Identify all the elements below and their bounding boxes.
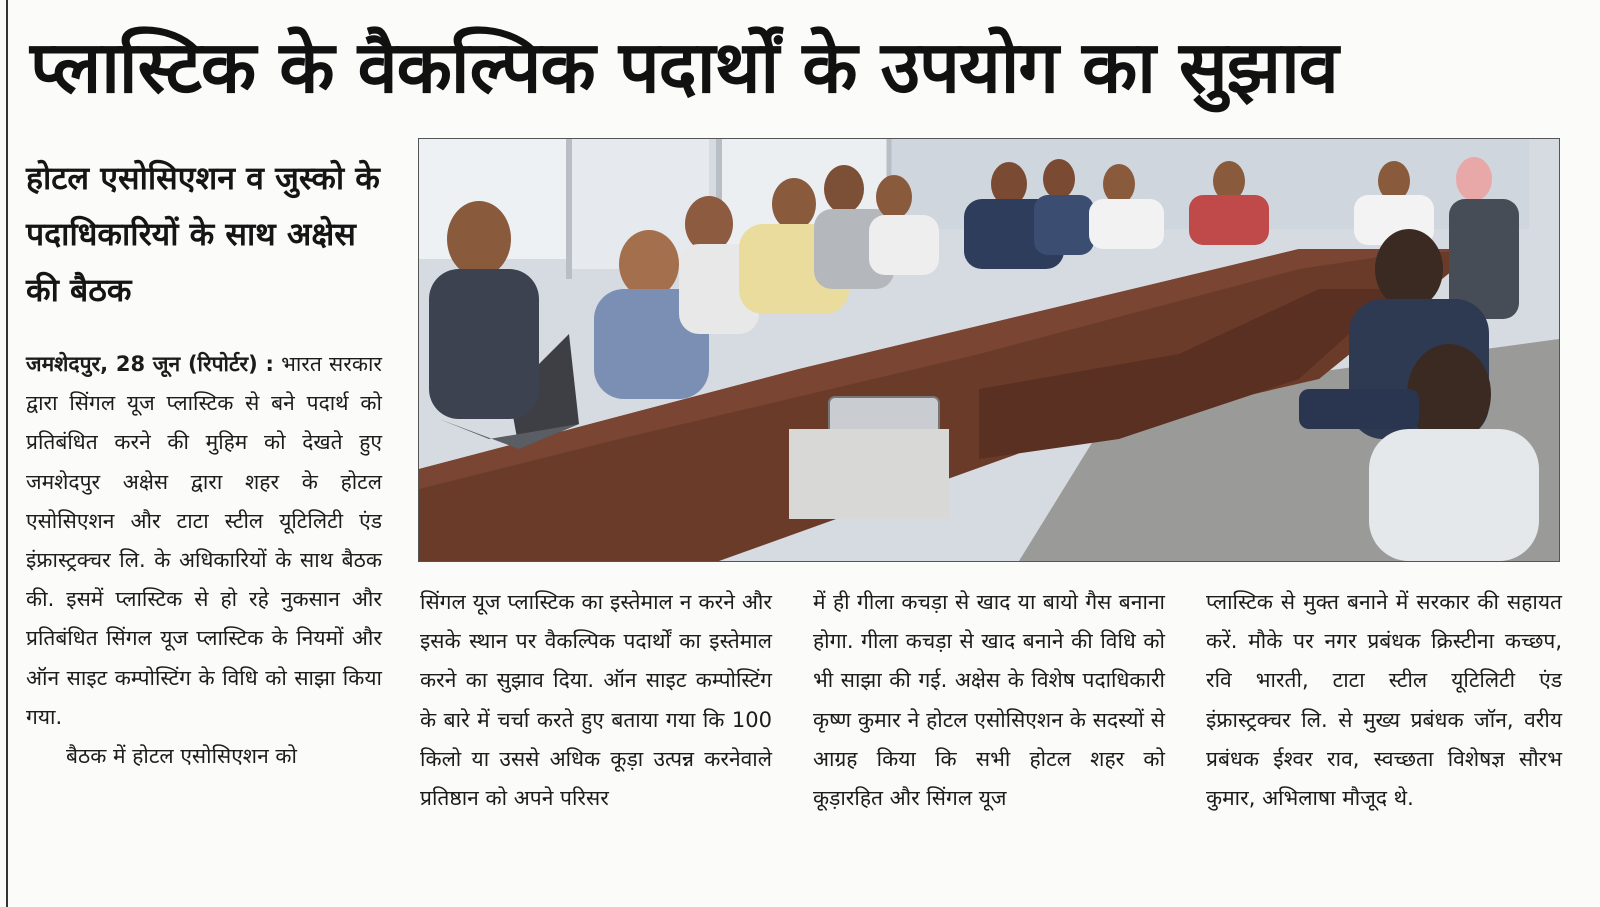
paragraph: में ही गीला कचड़ा से खाद या बायो गैस बनाना होगा. गीला कचड़ा से खाद बनाने की विधि को भी साझा की गई. अक्षेस के विशेष पदाधिकारी कृष्ण कुमार ने होटल एसोसिएशन के सदस्यों से आग्रह किया कि सभी होटल शहर को कूड़ारहित और सिंगल यूज	[813, 590, 1165, 811]
meeting-photo	[418, 138, 1560, 562]
column-rule	[6, 0, 8, 907]
paragraph: प्लास्टिक से मुक्त बनाने में सरकार की सहायत करें. मौके पर नगर प्रबंधक क्रिस्टीना कच्छप, रवि भारती, टाटा स्टील यूटिलिटी एंड इंफ्रास्ट्रक्चर लि. से मुख्य प्रबंधक जॉन, वरीय प्रबंधक ईश्वर राव, स्वच्छता विशेषज्ञ सौरभ कुमार, अभिलाषा मौजूद थे.	[1206, 590, 1562, 811]
headline: प्लास्टिक के वैकल्पिक पदार्थों के उपयोग का सुझाव	[30, 25, 1338, 109]
paragraph	[26, 345, 382, 737]
article-column-2	[420, 583, 772, 818]
dateline: जमशेदपुर, 28 जून (रिपोर्टर) :	[26, 352, 274, 376]
article-column-3	[813, 583, 1165, 818]
article-column-1	[26, 345, 382, 776]
paragraph-text: भारत सरकार द्वारा सिंगल यूज प्लास्टिक से बने पदार्थ को प्रतिबंधित करने की मुहिम को देखते हुए जमशेदपुर अक्षेस द्वारा शहर के होटल एसोसिएशन और टाटा स्टील यूटिलिटी एंड इंफ्रास्ट्रक्चर लि. के अधिकारियों के साथ बैठक की. इसमें प्लास्टिक से हो रहे नुकसान और प्रतिबंधित सिंगल यूज प्लास्टिक के नियमों और ऑन साइट कम्पोस्टिंग के विधि को साझा किया गया.	[26, 352, 382, 729]
paragraph: बैठक में होटल एसोसिएशन को	[66, 744, 297, 769]
meeting-photo-illustration	[419, 139, 1559, 561]
article-column-4	[1206, 583, 1562, 818]
subheadline: होटल एसोसिएशन व जुस्को के पदाधिकारियों के साथ अक्षेस की बैठक	[26, 159, 380, 309]
paragraph: सिंगल यूज प्लास्टिक का इस्तेमाल न करने और इसके स्थान पर वैकल्पिक पदार्थों का इस्तेमाल करने का सुझाव दिया. ऑन साइट कम्पोस्टिंग के बारे में चर्चा करते हुए बताया गया कि 100 किलो या उससे अधिक कूड़ा उत्पन्न करनेवाले प्रतिष्ठान को अपने परिसर	[420, 590, 772, 811]
